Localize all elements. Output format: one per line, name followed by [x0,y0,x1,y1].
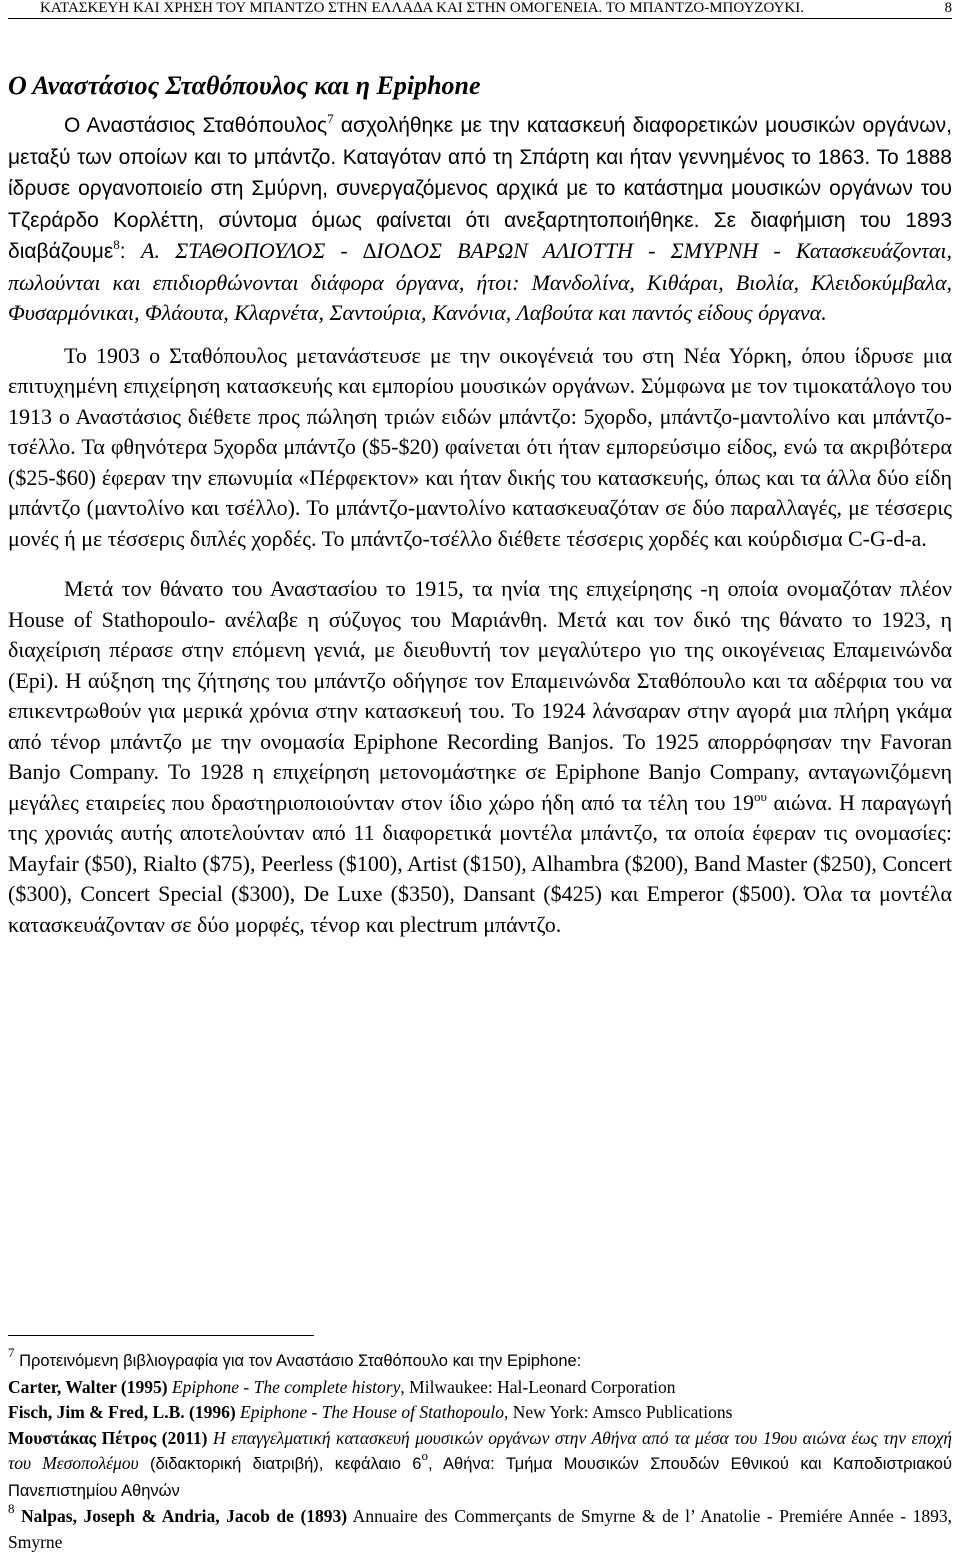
main-content [8,70,952,940]
p1-text-c: : [119,240,142,263]
fn8-author: Nalpas, Joseph & Andria, Jacob de (1893) [14,1506,348,1526]
footnote-7-intro: Προτεινόμενη βιβλιογραφία για τον Αναστάσιο Σταθόπουλο και την Epiphone: [14,1352,582,1370]
ref2-author: Fisch, Jim & Fred, L.B. (1996) [8,1402,236,1422]
ref3-publisher-b: , Αθήνα: Τμήμα Μουσικών Σπουδών Εθνικού και Καποδιστριακού Πανεπιστημίου Αθηνών [8,1455,952,1500]
ref3-title: Η επαγγελματική κατασκευή μουσικών οργάνων στην Αθήνα από τα μέσα του 19ου αιώνα έως την εποχή του Μεσοπολέμου [8,1427,952,1473]
footnotes [8,1345,952,1555]
section-heading: Ο Αναστάσιος Σταθόπουλος και η Epiphone [8,71,481,100]
ref1-title: Epiphone - The complete history [167,1376,401,1397]
p1-quote: Α. ΣΤΑΘΟΠΟΥΛΟΣ - ∆ΙΟ∆ΟΣ ΒΑΡΩΝ ΑΛΙΟΤΤΗ - ΣΜΥΡΝΗ - Κατασκευάζονται, πωλούνται και επιδιορθώνονται διάφορα όργανα, ήτοι: Μανδολίνα, Κιθάραι, Βιολία, Κλειδοκύμβαλα, Φυσαρμόνικαι, Φλάουτα, Κλαρνέτα, Σαντούρια, Κανόνια, Λαβούτα και παντός είδους όργανα. [8,238,952,325]
reference-fisch [8,1400,952,1426]
p3-text-b: αιώνα. Η παραγωγή της χρονιάς αυτής αποτελούνταν από 11 διαφορετικά μοντέλα μπάντζο, τα οποία έφεραν τις ονομασίες: Mayfair ($50), Rialto ($75), Peerless ($100), Artist ($150), Alhambra ($200), Band Master ($250), Concert ($300), Concert Special ($300), De Luxe ($350), Dansant ($425) και Emperor ($500). Όλα τα μοντέλα κατασκευάζονταν σε δύο μορφές, τένορ και plectrum μπάντζο. [8,789,952,937]
fn8-text: Annuaire des Commerçants de Smyrne & de l’ Anatolie - Premiére Année - 1893, Smyrne [8,1506,952,1552]
paragraph-3 [8,574,952,940]
p3-text-a: Μετά τον θάνατο του Αναστασίου το 1915, τα ηνία της επιχείρησης -η οποία ονομαζόταν πλέον House of Stathopoulo- ανέλαβε η σύζυγος του Μαριάνθη. Μετά και τον δικό της θάνατο το 1923, η διαχείριση πέρασε στην επόμενη γενιά, με διευθυντή τον μεγαλύτερο γιο της οικογένειας Επαμεινώνδα (Epi). Η αύξηση της ζήτησης του μπάντζο οδήγησε τον Επαμεινώνδα Σταθόπουλο και τα αδέρφια του να επικεντρωθούν για μερικά χρόνια στην κατασκευή του. Το 1924 λάνσαραν στην αγορά μια πλήρη γκάμα από τένορ μπάντζο με την ονομασία Epiphone Recording Banjos. Το 1925 απορρόφησαν την Favoran Banjo Company. Το 1928 η επιχείρηση μετονομάστηκε σε Epiphone Banjo Company, ανταγωνιζόμενη μεγάλες εταιρείες που δραστηριοποιούνταν στον ίδιο χώρο ήδη από τα τέλη του 19 [8,576,952,815]
ref3-superscript: ο [421,1448,428,1463]
footnote-separator [8,1335,314,1336]
footnote-8 [8,1501,952,1555]
reference-carter [8,1375,952,1401]
footnote-7-number: 7 [8,1345,15,1360]
ref3-publisher-a: (διδακτορική διατριβή), κεφάλαιο 6 [138,1455,422,1473]
p1-text-b: ασχολήθηκε με την κατασκευή διαφορετικών μουσικών οργάνων, μεταξύ των οποίων και το μπάντζο. Καταγόταν από τη Σπάρτη και ήταν γεννημένος το 1863. Το 1888 ίδρυσε οργανοποιείο στη Σμύρνη, συνεργαζόμενος αρχικά με το κατάστημα μουσικών οργάνων του Τζεράρδο Κορλέττη, σύντομα όμως φαίνεται ότι ανεξαρτητοποιήθηκε. Σε διαφήμιση του 1893 διαβάζουμε [8,114,952,263]
footnote-ref-7[interactable]: 7 [327,111,334,126]
paragraph-2: Το 1903 ο Σταθόπουλος μετανάστευσε με την οικογένειά του στη Νέα Υόρκη, όπου ίδρυσε μια επιτυχημένη επιχείρηση κατασκευής και εμπορίου μουσικών οργάνων. Σύμφωνα με τον τιμοκατάλογο του 1913 ο Αναστάσιος διέθετε προς πώληση τριών ειδών μπάντζο: 5χορδο, μπάντζο-μαντολίνο και μπάντζο-τσέλλο. Τα φθηνότερα 5χορδα μπάντζο ($5-$20) φαίνεται ότι ήταν εμπορεύσιμο είδος, ενώ τα ακριβότερα ($25-$60) έφεραν την επωνυμία «Πέρφεκτον» και ήταν δικής του κατασκευής, όπως και τα άλλα δύο είδη μπάντζο (μαντολίνο και τσέλλο). Το μπάντζο-μαντολίνο κατασκευαζόταν σε δύο παραλλαγές, με τέσσερις μονές ή με τέσσερις διπλές χορδές. Το μπάντζο-τσέλλο διέθετε τέσσερις χορδές και κούρδισμα C-G-d-a. [8,342,952,551]
footnote-ref-8[interactable]: 8 [113,237,120,252]
reference-moustakas [8,1426,952,1505]
ref2-title: Epiphone - The House of Stathopoulo [235,1402,504,1422]
ref2-publisher: , New York: Amsco Publications [503,1402,733,1422]
paragraph-1 [8,110,952,329]
footnote-8-number: 8 [8,1501,15,1516]
ref1-publisher: , Milwaukee: Hal-Leonard Corporation [400,1376,676,1397]
ref1-author: Carter, Walter (1995) [8,1376,168,1397]
running-header [8,0,952,19]
superscript-ou: ου [754,788,767,804]
footnote-7 [8,1345,952,1375]
p1-text-a: Ο Αναστάσιος Σταθόπουλος [64,114,328,137]
page-number: 8 [944,0,952,16]
header-title: ΚΑΤΑΣΚΕΥΗ ΚΑΙ ΧΡΗΣΗ ΤΟΥ ΜΠΑΝΤΖΟ ΣΤΗΝ ΕΛΛΑ∆Α ΚΑΙ ΣΤΗΝ ΟΜΟΓΕΝΕΙΑ. ΤΟ ΜΠΑΝΤΖΟ-ΜΠΟΥΖΟΥΚΙ. [40,0,804,16]
ref3-author: Μουστάκας Πέτρος (2011) [8,1427,208,1448]
